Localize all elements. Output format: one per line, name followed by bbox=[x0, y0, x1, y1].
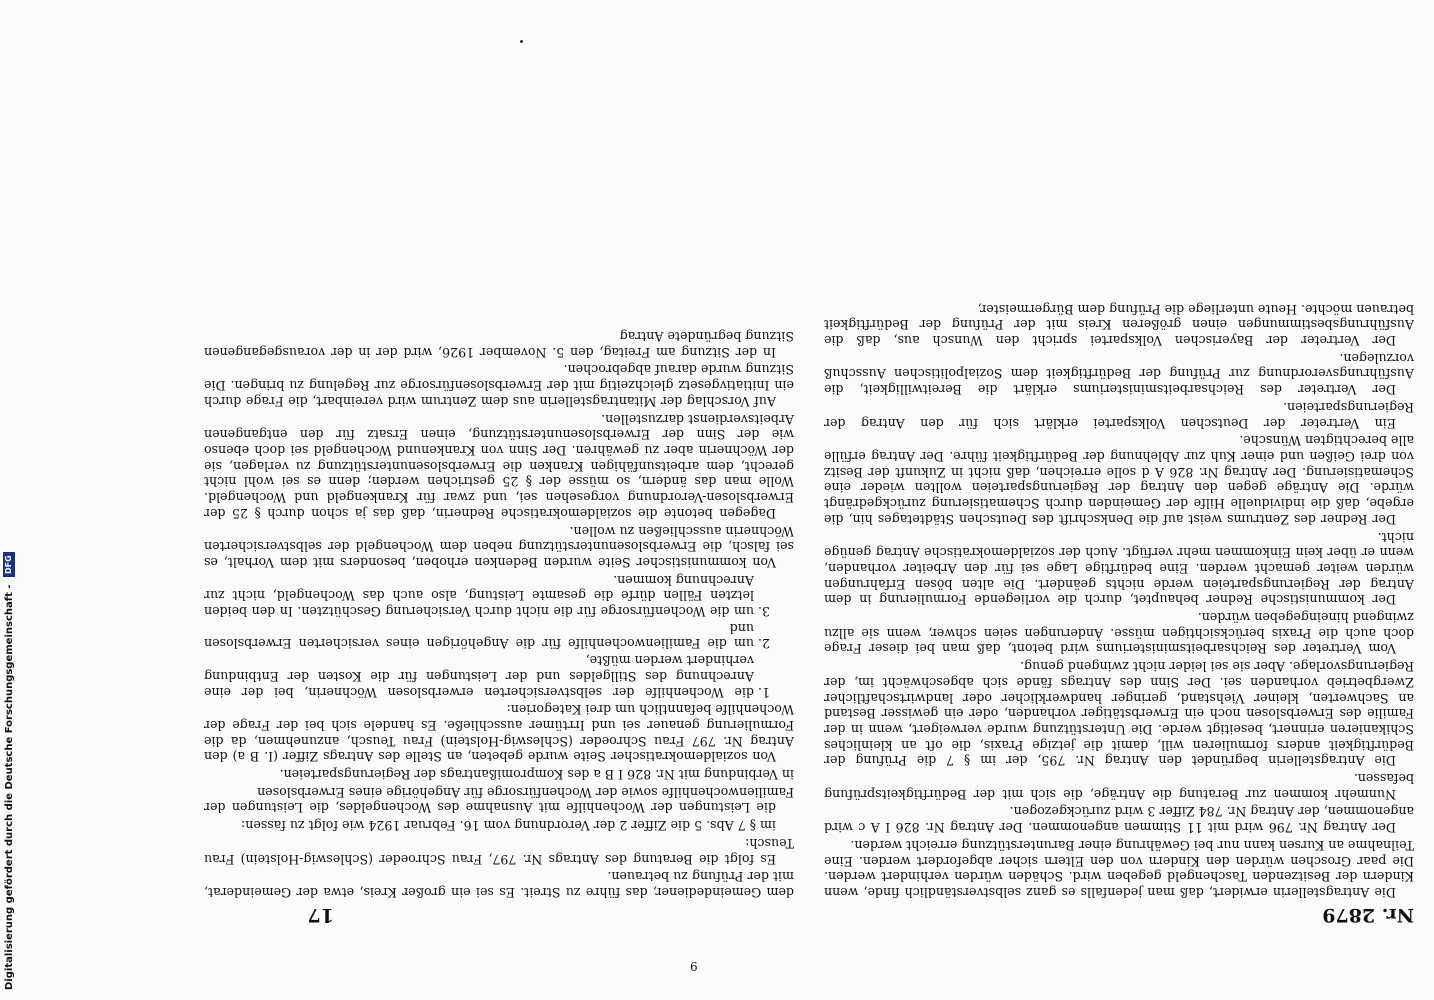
paragraph: Die Antragstellerin erwidert, daß man jedenfalls es ganz selbstverständlich finde, wenn Kindern der Besitzenden Taschengeld gegeben wird. Schäden würden verhindert werden. Die paar Groschen würden den Kindern von den Eltern sicher abgefordert werden. Eine Teilnahme an Kursen kann nur bei Gewährung einer Barunterstützung erreicht werden. bbox=[824, 837, 1414, 900]
digitization-note bbox=[0, 0, 16, 1000]
category-list bbox=[204, 572, 794, 700]
page-number: 17 bbox=[307, 904, 334, 926]
sheet-number: 6 bbox=[690, 960, 698, 974]
paragraph: dem Gemeindediener, das führe zu Streit. Es sei ein großer Kreis, etwa der Gemeinderat, mit der Prüfung zu betrauen. bbox=[204, 869, 794, 900]
list-item: 3. um die Wochenfürsorge für die nicht durch Versicherung Geschützten. In den beiden letzten Fällen dürfe die gesamte Leistung, also auch das Wochengeld, nicht zur Anrechnung kommen. bbox=[204, 572, 754, 619]
digitization-note-text: Digitalisierung gefördert durch die Deutsche Forschungsgemeinschaft - bbox=[4, 584, 15, 990]
dfg-logo: DFG bbox=[3, 552, 15, 577]
paragraph: Der Vertreter der Bayerischen Volkspartei spricht den Wunsch aus, daß die Ausführungsbestimmungen einen größeren Kreis mit der Prüfung der Bedürftigkeit betrauen möchte. Heute unterliege die Prüfung dem Bürgermeister, bbox=[824, 301, 1414, 349]
paragraph: Der Antrag Nr. 796 wird mit 11 Stimmen angenommen. Der Antrag Nr. 826 I A c wird angenommen, der Antrag Nr. 784 Ziffer 3 wird zurückgezogen. bbox=[824, 804, 1414, 836]
paragraph: Vom Vertreter des Reichsarbeitsministeriums wird betont, daß man bei dieser Frage doch auch die Praxis berücksichtigen müsse. Änderungen seien schwer, wenn sie allzu zwingend hineingegeben würden. bbox=[824, 610, 1414, 657]
paragraph: Der kommunistische Redner behauptet, durch die vorliegende Formulierung in dem Antrag der Regierungsparteien werde nichts geändert. Die alten bösen Erfahrungen würden weiter gemacht werden. Eine bedürftige Lage sei für den Arbeiter vorhanden, wenn er über kein Einkommen mehr verfügt. Auch der sozialdemokratische Antrag genüge nicht. bbox=[824, 529, 1414, 608]
list-item: 2. um die Familienwochenhilfe für die Angehörigen eines versicherten Erwerbslosen und bbox=[204, 620, 754, 651]
paragraph: Von sozialdemokratischer Seite wurde gebeten, an Stelle des Antrags Ziffer (I. B a) den Antrag Nr. 797 Frau Schroeder (Schleswig-Holstein) Frau Teusch, anzunehmen, da die Formulierung genauer sei und Irrtümer ausschließe. Es handele sich bei der Frage der Wochenhilfe befanntlich um drei Kategorien: bbox=[204, 702, 794, 765]
text-column-left bbox=[824, 299, 1414, 900]
document-number: Nr. 2879 bbox=[1322, 904, 1414, 926]
list-item-2: die Leistungen der Wochenhilfe mit Ausnahme des Wochengeldes, die Leistungen der Familienwochenhilfe sowie der Wochenfürsorge für Angehörige eines Erwerbslosen bbox=[204, 784, 794, 816]
paragraph: Die Antragstellerin begründet den Antrag Nr. 795, der im § 7 die Prüfung der Bedürftigkeit anders formulieren will, damit die jetzige Praxis, die oft an kleinliches Schikanieren erinnert, beseitigt werde. Die Unterstützung wurde verweigert, wenn in der Familie des Erwerbslosen noch ein Erwerbstätiger vorhanden, oder ein gewisser Bestand an Sachwerten, kleiner Viehstand, geringer handwerklicher oder landwirtschaftlicher Zwergbetrieb vorhanden sei. Der Sinn des Antrags fände sich abgeschwächt im, der Regierungsvorlage. Aber sie sei leider nicht zwingend genug. bbox=[824, 659, 1414, 769]
paragraph: in Verbindung mit Nr. 826 I B a des Kompromißantrags der Regierungsparteien. bbox=[279, 767, 794, 783]
list-item: 1. die Wochenhilfe der selbstversicherten erwerbslosen Wöchnerin, bei der eine Anrechnung des Stillgeldes und der Leistungen für die Kosten der Entbindung verhindert werden müßte, bbox=[204, 652, 754, 699]
paragraph: Nunmehr kommen zur Beratung die Anträge, die sich mit der Bedürftigkeitsprüfung befassen. bbox=[824, 771, 1414, 802]
paragraph: Der Vertreter des Reichsarbeitsministeriums erklärt die Bereitwilligkeit, die Ausführungsverordnung zur Prüfung der Bedürftigkeit dem Sozialpolitischen Ausschuß vorzulegen. bbox=[824, 350, 1414, 398]
paragraph: Der Redner des Zentrums weist auf die Denkschrift des Deutschen Städtetages hin, die ergebe, daß die individuelle Hilfe der Gemeinden durch Schematisierung zurückgedrängt würde. Die Anträge gegen den Antrag der Regierungsparteien wollten wieder eine Schematisierung. Der Antrag Nr. 826 A d solle erreichen, daß nicht in Zukunft der Besitz von drei Geißen und einer Kuh zur Ablehnung der Bedürftigkeit führe. Der Antrag erfülle alle berechtigten Wünsche. bbox=[824, 433, 1414, 527]
paragraph: In der Sitzung am Freitag, den 5. November 1926, wird der in der vorausgegangenen Sitzung begründete Antrag bbox=[204, 329, 794, 360]
paragraph: Von kommunistischer Seite wurden Bedenken erhoben, besonders mit dem Vorhalt, es sei falsch, die Erwerbslosenunterstützung neben dem Wochengeld der selbstversicherten Wöchnerin ausschließen zu wollen. bbox=[204, 523, 794, 570]
paragraph: Ein Vertreter der Deutschen Volkspartei erklärt sich für den Antrag der Regierungsparteien. bbox=[824, 399, 1414, 431]
paragraph: Es folgt die Beratung des Antrags Nr. 797, Frau Schroeder (Schleswig-Holstein) Frau Teusch: bbox=[204, 835, 794, 867]
paragraph: im § 7 Abs. 5 die Ziffer 2 der Verordnung vom 16. Februar 1924 wie folgt zu fassen: bbox=[241, 818, 776, 834]
paragraph: Dagegen betonte die sozialdemokratische Rednerin, daß das ja schon durch § 25 der Erwerbslosen-Verordnung vorgesehen sei, und zwar für Krankengeld und Wochengeld. Wolle man das ändern, so müsse der § 25 gestrichen werden; denn es sei wohl nicht gerecht, dem arbeitsunfähigen Kranken die Erwerbslosenunterstützung zu verlagen, sie der Wöchnerin aber zu gewähren. Der Sinn von Krankenund Wochengeld sei doch ebenso wie der Sinn der Erwerbslosenunterstützung, einen Ersatz für den entgangenen Arbeitsverdienst darzustellen. bbox=[204, 411, 794, 521]
text-column-right bbox=[204, 326, 794, 900]
paragraph: Auf Vorschlag der Mitantragstellerin aus dem Zentrum wird vereinbart, die Frage durch ein Initiativgesetz gleichzeitig mit der Erwerbslosenfürsorge zur Regelung zu bringen. Die Sitzung wurde darauf abgebrochen. bbox=[204, 362, 794, 409]
